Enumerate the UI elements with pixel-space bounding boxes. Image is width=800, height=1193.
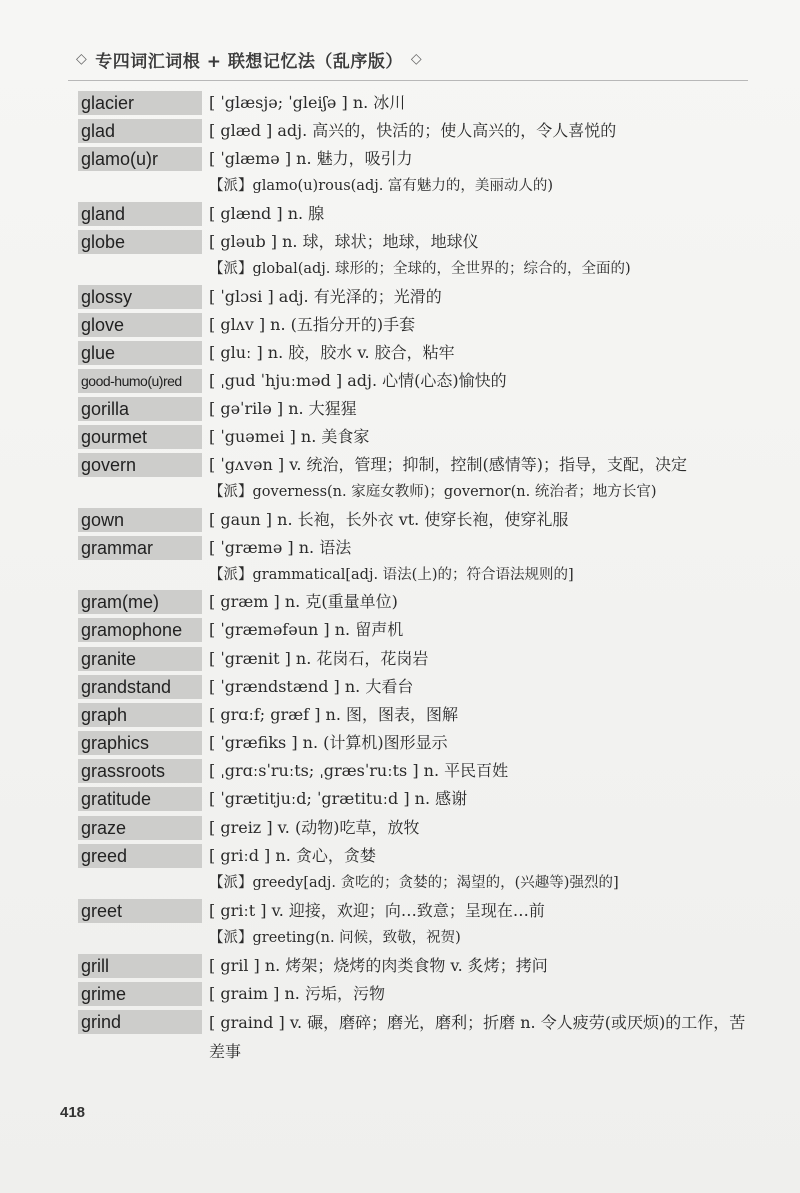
definition: [ graind ] v. 碾，磨碎；磨光，磨利；折磨 n. 令人疲劳(或厌烦)的工作，苦差事 [209, 1013, 746, 1061]
headword: grime [78, 982, 202, 1006]
definition: [ gluː ] n. 胶，胶水 v. 胶合，粘牢 [209, 343, 455, 362]
headword: gourmet [78, 425, 202, 449]
entry-row [0, 367, 800, 395]
definition: [ ˈgrætitjuːd; ˈgrætituːd ] n. 感谢 [209, 789, 468, 808]
entry-row [0, 311, 800, 339]
entry-row [0, 451, 800, 500]
definition: [ griːd ] n. 贪心，贪婪 [209, 846, 376, 865]
entry-row [0, 423, 800, 451]
headword: good-humo(u)red [78, 369, 202, 393]
definition: [ gril ] n. 烤架；烧烤的肉类食物 v. 炙烤；拷问 [209, 956, 548, 975]
definition: [ gləub ] n. 球，球状；地球，地球仪 [209, 232, 479, 251]
diamond-icon: ◇ [76, 51, 88, 67]
definition: [ ˈglæsjə; ˈgleiʃə ] n. 冰川 [209, 93, 406, 112]
entry-row [0, 339, 800, 367]
definition: [ gaun ] n. 长袍，长外衣 vt. 使穿长袍，使穿礼服 [209, 510, 569, 529]
entry-row [0, 1008, 800, 1061]
entry-row [0, 228, 800, 277]
header-rule [68, 80, 748, 81]
headword: grandstand [78, 675, 202, 699]
headword: glacier [78, 91, 202, 115]
headword: grill [78, 954, 202, 978]
definition: [ ˌgud ˈhjuːməd ] adj. 心情(心态)愉快的 [209, 371, 507, 390]
derivative: 【派】grammatical[adj. 语法(上)的；符合语法规则的] [209, 567, 574, 583]
derivative: 【派】governess(n. 家庭女教师)；governor(n. 统治者；地方长官) [209, 484, 657, 500]
entry-row [0, 145, 800, 194]
definition: [ ˈgræfiks ] n. (计算机)图形显示 [209, 733, 448, 752]
entry-row [0, 673, 800, 701]
running-header [68, 46, 430, 72]
definition: [ ˌgrɑːsˈruːts; ˌgræsˈruːts ] n. 平民百姓 [209, 761, 509, 780]
entry-row [0, 506, 800, 534]
headword: graze [78, 816, 202, 840]
entry-row [0, 283, 800, 311]
headword: grammar [78, 536, 202, 560]
entry-row [0, 842, 800, 891]
headword: gland [78, 202, 202, 226]
derivative: 【派】global(adj. 球形的；全球的，全世界的；综合的，全面的) [209, 261, 631, 277]
headword: greed [78, 844, 202, 868]
derivative: 【派】glamo(u)rous(adj. 富有魅力的，美丽动人的) [209, 178, 554, 194]
entry-row [0, 117, 800, 145]
definition: [ glæd ] adj. 高兴的，快活的；使人高兴的，令人喜悦的 [209, 121, 617, 140]
headword: gown [78, 508, 202, 532]
definition: [ ˈglæmə ] n. 魅力，吸引力 [209, 149, 413, 168]
entry-row [0, 897, 800, 946]
derivative: 【派】greeting(n. 问候，致敬，祝贺) [209, 930, 461, 946]
definition: [ ˈgræməfəun ] n. 留声机 [209, 620, 404, 639]
headword: glossy [78, 285, 202, 309]
entry-row [0, 200, 800, 228]
entry-row [0, 534, 800, 583]
entry-row [0, 616, 800, 644]
diamond-icon: ◇ [410, 51, 423, 67]
headword: glue [78, 341, 202, 365]
definition: [ ˈgræmə ] n. 语法 [209, 538, 352, 557]
entry-row [0, 785, 800, 813]
entry-row [0, 701, 800, 729]
definition: [ ˈgrændstænd ] n. 大看台 [209, 677, 414, 696]
entry-row [0, 729, 800, 757]
definition: [ glænd ] n. 腺 [209, 204, 325, 223]
page-number: 418 [60, 1104, 86, 1121]
definition: [ ˈglɔsi ] adj. 有光泽的；光滑的 [209, 287, 442, 306]
entry-row [0, 952, 800, 980]
headword: graph [78, 703, 202, 727]
derivative: 【派】greedy[adj. 贪吃的；贪婪的；渴望的，(兴趣等)强烈的] [209, 875, 619, 891]
headword: gram(me) [78, 590, 202, 614]
entry-row [0, 645, 800, 673]
definition: [ greiz ] v. (动物)吃草，放牧 [209, 818, 420, 837]
definition: [ ˈguəmei ] n. 美食家 [209, 427, 370, 446]
entry-row [0, 980, 800, 1008]
definition: [ gəˈrilə ] n. 大猩猩 [209, 399, 357, 418]
entry-row [0, 814, 800, 842]
headword: graphics [78, 731, 202, 755]
headword: grind [78, 1010, 202, 1034]
definition: [ glʌv ] n. (五指分开的)手套 [209, 315, 416, 334]
headword: glad [78, 119, 202, 143]
entry-row [0, 89, 800, 117]
definition: [ ˈgrænit ] n. 花岗石，花岗岩 [209, 649, 429, 668]
headword: greet [78, 899, 202, 923]
headword: granite [78, 647, 202, 671]
definition: [ ˈgʌvən ] v. 统治，管理；抑制，控制(感情等)；指导，支配，决定 [209, 455, 688, 474]
entry-row [0, 395, 800, 423]
definition: [ griːt ] v. 迎接，欢迎；向…致意；呈现在…前 [209, 901, 545, 920]
headword: glamo(u)r [78, 147, 202, 171]
headword: globe [78, 230, 202, 254]
headword: gramophone [78, 618, 202, 642]
definition: [ græm ] n. 克(重量单位) [209, 592, 398, 611]
headword: govern [78, 453, 202, 477]
entry-row [0, 588, 800, 616]
headword: gratitude [78, 787, 202, 811]
headword: glove [78, 313, 202, 337]
entry-row [0, 757, 800, 785]
definition: [ graim ] n. 污垢，污物 [209, 984, 385, 1003]
header-title: 专四词汇词根 + 联想记忆法（乱序版） [95, 51, 403, 72]
headword: gorilla [78, 397, 202, 421]
headword: grassroots [78, 759, 202, 783]
definition: [ grɑːf; græf ] n. 图，图表，图解 [209, 705, 458, 724]
